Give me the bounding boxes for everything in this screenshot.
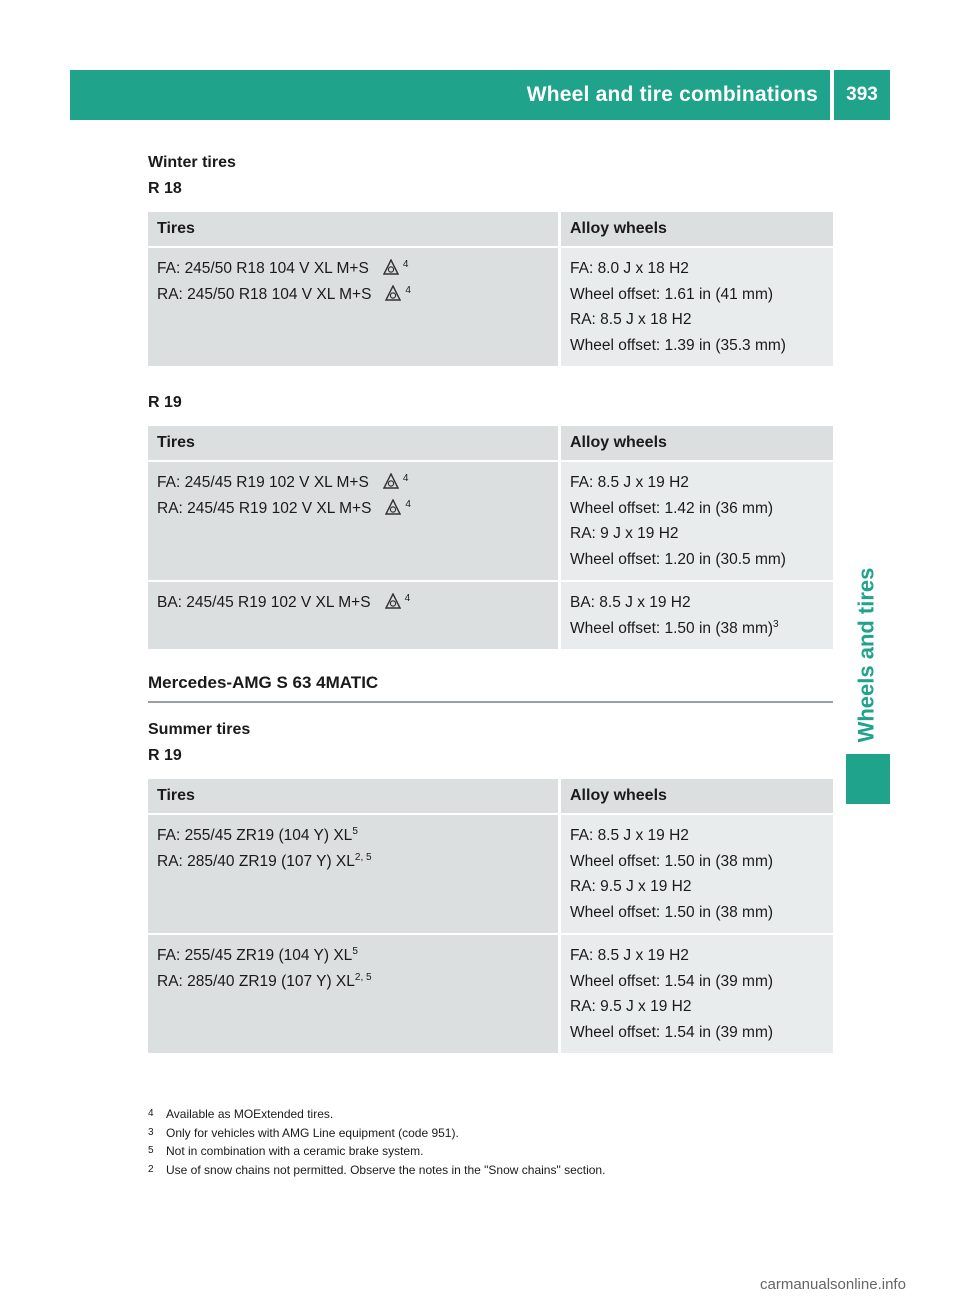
footnote-ref: 4 (405, 284, 411, 296)
footnote-text: Use of snow chains not permitted. Observe the notes in the "Snow chains" section. (166, 1162, 606, 1177)
table-header-row (148, 212, 833, 247)
cell-text: Wheel offset: 1.39 in (35.3 mm) (570, 336, 786, 354)
cell-text: FA: 245/50 R18 104 V XL M+S (157, 260, 369, 277)
cell-text: RA: 245/50 R18 104 V XL M+S (157, 285, 372, 303)
cell-line (570, 470, 824, 496)
footnote-number: 3 (148, 1126, 154, 1138)
cell-text: BA: 8.5 J x 19 H2 (570, 594, 691, 611)
cell-text: RA: 245/45 R19 102 V XL M+S (157, 499, 372, 517)
section2-groups (148, 743, 833, 1055)
footnote-ref: 5 (352, 826, 358, 837)
footnote-ref: 5 (352, 946, 358, 957)
cell-line (570, 256, 824, 282)
footnote-ref: 4 (405, 498, 411, 510)
cell-line (570, 849, 824, 875)
cell-line (157, 969, 549, 995)
group-title: R 18 (148, 180, 182, 197)
footnote-text: Not in combination with a ceramic brake system. (166, 1144, 424, 1158)
wheels-cell (560, 247, 834, 367)
tire-warning-icon (383, 473, 399, 489)
cell-line (570, 874, 824, 900)
tire-table (148, 426, 833, 651)
column-header: Tires (148, 426, 560, 461)
group-title: R 19 (148, 747, 182, 764)
cell-line (157, 943, 549, 969)
table-row (148, 814, 833, 934)
footnote-text: Only for vehicles with AMG Line equipment (code 951). (166, 1125, 459, 1140)
cell-text: FA: 8.5 J x 19 H2 (570, 947, 689, 964)
cell-text: Wheel offset: 1.50 in (38 mm) (570, 619, 774, 637)
cell-line (570, 823, 824, 849)
cell-text: RA: 9.5 J x 19 H2 (570, 998, 692, 1015)
section-heading-winter: Winter tires (148, 154, 236, 171)
header-title: Wheel and tire combinations (526, 83, 818, 106)
tire-warning-icon (385, 285, 401, 301)
cell-text: FA: 245/45 R19 102 V XL M+S (157, 474, 369, 491)
cell-text: FA: 8.5 J x 19 H2 (570, 474, 689, 491)
table-header-row (148, 779, 833, 814)
footnote (148, 1142, 838, 1161)
footnote-ref: 3 (773, 618, 779, 630)
section-heading-summer: Summer tires (148, 721, 251, 738)
footnote-ref: 4 (402, 473, 409, 484)
footnote-ref: 4 (404, 593, 411, 604)
cell-text: Wheel offset: 1.54 in (39 mm) (570, 972, 774, 990)
table-row (148, 461, 833, 581)
section-title-amg: Mercedes-AMG S 63 4MATIC (148, 673, 833, 703)
footnote-ref: 2, 5 (354, 971, 372, 983)
cell-line (570, 333, 824, 359)
cell-line (570, 994, 824, 1020)
footnote (148, 1105, 838, 1124)
cell-line (570, 1020, 824, 1046)
tires-cell (148, 934, 560, 1054)
group-title: R 19 (148, 394, 182, 411)
cell-line (570, 282, 824, 308)
footnote (148, 1161, 838, 1180)
cell-line (157, 849, 549, 875)
footnotes (148, 1105, 838, 1179)
cell-text: FA: 255/45 ZR19 (104 Y) XL (157, 827, 353, 844)
column-header: Alloy wheels (560, 212, 834, 247)
table-header-row (148, 426, 833, 461)
watermark: carmanualsonline.info (760, 1276, 906, 1293)
footnote-number: 5 (148, 1145, 154, 1156)
tires-cell (148, 814, 560, 934)
footnote (148, 1124, 838, 1143)
cell-line (570, 547, 824, 573)
side-tab-label: Wheels and tires (853, 567, 878, 743)
column-header: Alloy wheels (560, 426, 834, 461)
header-bar (70, 70, 830, 120)
cell-line (570, 307, 824, 333)
tires-cell (148, 461, 560, 581)
tire-table (148, 779, 833, 1055)
tires-cell (148, 247, 560, 367)
tire-table (148, 212, 833, 368)
table-row (148, 934, 833, 1054)
content (148, 150, 833, 1077)
column-header: Tires (148, 779, 560, 814)
cell-text: RA: 285/40 ZR19 (107 Y) XL (157, 852, 355, 870)
cell-line (570, 590, 824, 616)
cell-line (157, 282, 549, 308)
wheels-cell (560, 814, 834, 934)
tires-cell (148, 581, 560, 650)
cell-line (157, 256, 549, 282)
tire-warning-icon (385, 499, 401, 515)
column-header: Tires (148, 212, 560, 247)
tire-warning-icon (385, 593, 401, 609)
table-row (148, 247, 833, 367)
tire-warning-icon (383, 259, 399, 275)
cell-text: Wheel offset: 1.50 in (38 mm) (570, 903, 774, 921)
column-header: Alloy wheels (560, 779, 834, 814)
cell-line (157, 470, 549, 496)
cell-text: RA: 8.5 J x 18 H2 (570, 311, 692, 328)
side-tab-marker (846, 754, 890, 804)
footnote-ref: 2, 5 (354, 851, 372, 863)
wheels-cell (560, 934, 834, 1054)
cell-text: RA: 285/40 ZR19 (107 Y) XL (157, 972, 355, 990)
cell-text: FA: 8.5 J x 19 H2 (570, 827, 689, 844)
cell-line (570, 900, 824, 926)
cell-text: Wheel offset: 1.61 in (41 mm) (570, 285, 774, 303)
side-tab (846, 560, 886, 750)
cell-text: Wheel offset: 1.54 in (39 mm) (570, 1023, 774, 1041)
page-number: 393 (834, 70, 890, 120)
cell-text: FA: 8.0 J x 18 H2 (570, 260, 689, 277)
cell-text: Wheel offset: 1.20 in (30.5 mm) (570, 550, 786, 568)
cell-text: BA: 245/45 R19 102 V XL M+S (157, 594, 371, 611)
cell-line (157, 823, 549, 849)
cell-line (157, 590, 549, 616)
footnote-text: Available as MOExtended tires. (166, 1107, 334, 1121)
table-row (148, 581, 833, 650)
footnote-ref: 4 (402, 259, 409, 270)
section1-groups (148, 176, 833, 651)
wheels-cell (560, 461, 834, 581)
wheels-cell (560, 581, 834, 650)
cell-line (570, 496, 824, 522)
cell-line (157, 496, 549, 522)
cell-text: Wheel offset: 1.42 in (36 mm) (570, 499, 774, 517)
cell-line (570, 969, 824, 995)
cell-line (570, 521, 824, 547)
cell-line (570, 616, 824, 642)
footnote-number: 4 (148, 1108, 154, 1119)
cell-text: RA: 9 J x 19 H2 (570, 525, 679, 542)
cell-text: Wheel offset: 1.50 in (38 mm) (570, 852, 774, 870)
cell-text: FA: 255/45 ZR19 (104 Y) XL (157, 947, 353, 964)
cell-text: RA: 9.5 J x 19 H2 (570, 878, 692, 895)
cell-line (570, 943, 824, 969)
footnote-number: 2 (148, 1163, 154, 1175)
